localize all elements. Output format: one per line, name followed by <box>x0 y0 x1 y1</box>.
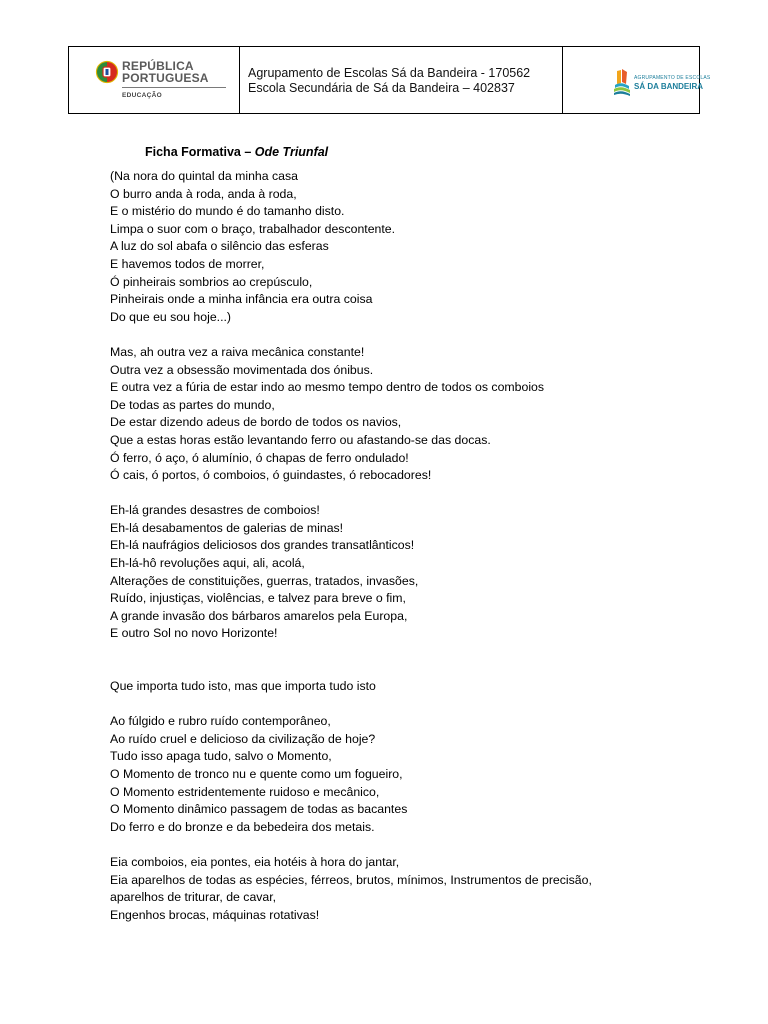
verse-line: O Momento de tronco nu e quente como um fogueiro, <box>110 767 403 781</box>
verse-line: Que importa tudo isto, mas que importa tudo isto <box>110 679 376 694</box>
stanza-5 <box>110 713 750 836</box>
header-right-cell <box>563 47 711 113</box>
logo-school-label: SÁ DA BANDEIRA <box>634 82 704 91</box>
verse-line: Ó ferro, ó aço, ó alumínio, ó chapas de ferro ondulado! <box>110 450 409 465</box>
verse-line: O Momento dinâmico passagem de todas as bacantes <box>110 802 408 817</box>
verse-line: Eh-lá desabamentos de galerias de minas! <box>110 520 344 535</box>
verse-line: Engenhos brocas, máquinas rotativas! <box>110 907 320 922</box>
verse-line: A luz do sol abafa o silêncio das esferas <box>110 239 329 254</box>
header-table <box>68 46 711 114</box>
verse-line: Do ferro e do bronze e da bebedeira dos metais. <box>110 819 375 834</box>
verse-line: E havemos todos de morrer, <box>110 256 265 271</box>
stanza-4 <box>110 678 750 696</box>
stanza-3 <box>110 502 750 643</box>
verse-line: Ao fúlgido e rubro ruído contemporâneo, <box>110 714 331 729</box>
portuguese-emblem-icon <box>95 59 119 85</box>
verse-line: (Na nora do quintal da minha casa <box>110 169 298 183</box>
logo-line-2: PORTUGUESA <box>122 71 209 85</box>
verse-line: A grande invasão dos bárbaros amarelos pela Europa, <box>110 608 408 623</box>
verse-line: Eh-lá-hô revoluções aqui, ali, acolá, <box>110 556 305 571</box>
header-left-cell <box>69 47 240 113</box>
verse-line: E o mistério do mundo é do tamanho disto. <box>110 204 345 219</box>
verse-line: O Momento estridentemente ruidoso e mecânico, <box>110 784 380 799</box>
verse-line: E outro Sol no novo Horizonte! <box>110 626 278 641</box>
logo-group-label: AGRUPAMENTO DE ESCOLAS <box>634 75 711 81</box>
verse-line: Ó cais, ó portos, ó comboios, ó guindastes, ó rebocadores! <box>110 468 432 483</box>
logo-divider <box>122 87 226 88</box>
verse-line: Outra vez a obsessão movimentada dos ónibus. <box>110 362 374 377</box>
verse-line: E outra vez a fúria de estar indo ao mesmo tempo dentro de todos os comboios <box>110 380 545 395</box>
title-prefix: Ficha Formativa – <box>145 145 255 159</box>
logo-line-1: REPÚBLICA <box>122 59 194 73</box>
verse-line: O burro anda à roda, anda à roda, <box>110 186 297 201</box>
stanza-2 <box>110 344 750 485</box>
verse-line: Limpa o suor com o braço, trabalhador descontente. <box>110 221 396 236</box>
verse-line: De estar dizendo adeus de bordo de todos os navios, <box>110 415 402 430</box>
school-secondary-name: Escola Secundária de Sá da Bandeira – 402837 <box>248 81 515 95</box>
stanza-1 <box>110 168 750 326</box>
verse-line: Ao ruído cruel e delicioso da civilização de hoje? <box>110 731 376 746</box>
verse-line: Do que eu sou hoje...) <box>110 309 231 324</box>
logo-subtitle: EDUCAÇÃO <box>122 92 162 99</box>
stanza-6 <box>110 854 750 924</box>
verse-line: Ó pinheirais sombrios ao crepúsculo, <box>110 274 313 289</box>
república-portuguesa-wordmark <box>122 60 232 84</box>
verse-line: Eh-lá naufrágios deliciosos dos grandes transatlânticos! <box>110 538 415 553</box>
verse-line: aparelhos de triturar, de cavar, <box>110 890 277 905</box>
verse-line: Pinheirais onde a minha infância era outra coisa <box>110 292 373 307</box>
document-title <box>145 145 328 159</box>
verse-line: Mas, ah outra vez a raiva mecânica constante! <box>110 344 365 359</box>
title-work: Ode Triunfal <box>254 145 329 159</box>
open-book-icon <box>611 67 633 99</box>
header-school-cell <box>240 47 563 113</box>
poem-text <box>110 168 750 942</box>
verse-line: Tudo isso apaga tudo, salvo o Momento, <box>110 749 332 764</box>
verse-line: Eh-lá grandes desastres de comboios! <box>110 503 320 518</box>
school-name-block <box>248 66 530 96</box>
school-group-name: Agrupamento de Escolas Sá da Bandeira - 170562 <box>248 66 531 80</box>
verse-line: De todas as partes do mundo, <box>110 397 275 412</box>
verse-line: Eia aparelhos de todas as espécies, férreos, brutos, mínimos, Instrumentos de precisão, <box>110 872 592 887</box>
verse-line: Alterações de constituições, guerras, tratados, invasões, <box>110 573 419 588</box>
verse-line: Que a estas horas estão levantando ferro ou afastando-se das docas. <box>110 432 491 447</box>
verse-line: Eia comboios, eia pontes, eia hotéis à hora do jantar, <box>110 854 400 869</box>
verse-line: Ruído, injustiças, violências, e talvez para breve o fim, <box>110 591 406 606</box>
